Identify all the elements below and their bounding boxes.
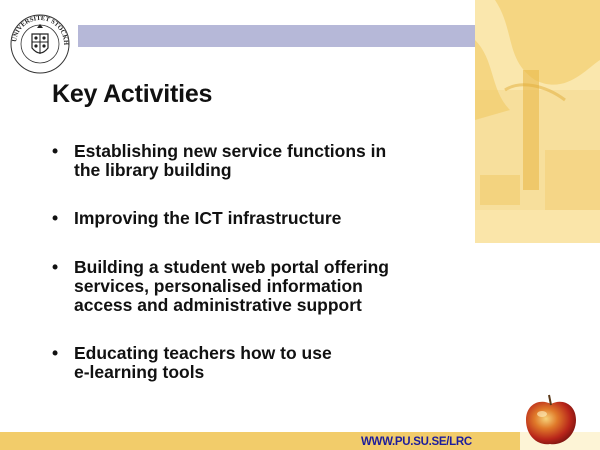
apple-icon — [520, 390, 582, 450]
bullet-dot: • — [52, 208, 59, 228]
bullet-text: Building a student web portal offering services, personalised information access and administrative support — [74, 257, 389, 315]
svg-text:UNIVERSITET STOCKHOLMS: UNIVERSITET STOCKH — [11, 14, 70, 46]
bullet-item — [52, 209, 341, 228]
bullet-text: Improving the ICT infrastructure — [74, 208, 342, 228]
bullet-item — [52, 142, 386, 180]
slide-title: Key Activities — [52, 80, 213, 108]
bullet-item — [52, 344, 332, 382]
bullet-text: Educating teachers how to use e-learning tools — [74, 343, 332, 382]
bullet-dot: • — [52, 343, 59, 363]
bullet-text: Establishing new service functions in the library building — [74, 141, 387, 180]
university-seal-icon — [8, 12, 72, 76]
campus-photo-graphic — [475, 0, 600, 243]
bullet-dot: • — [52, 257, 59, 277]
campus-photo — [475, 0, 600, 243]
top-band — [78, 25, 475, 47]
footer-url-link[interactable]: WWW.PU.SU.SE/LRC — [361, 436, 472, 448]
bullet-item — [52, 258, 389, 315]
bullet-dot: • — [52, 141, 59, 161]
